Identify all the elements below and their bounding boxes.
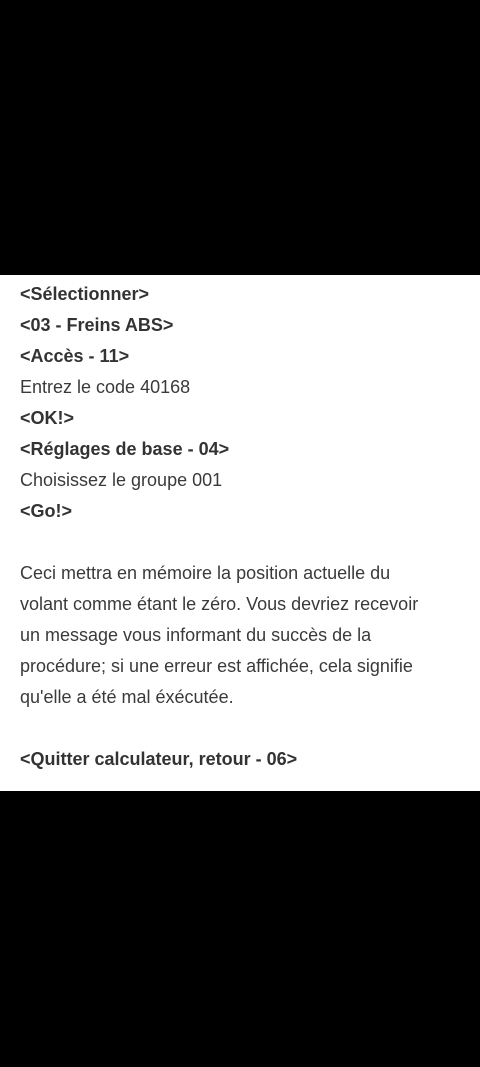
spacer xyxy=(20,713,460,744)
step-basic-settings: <Réglages de base - 04> xyxy=(20,439,230,459)
step-choose-group: Choisissez le groupe 001 xyxy=(20,470,223,490)
bottom-black-area xyxy=(0,791,480,1067)
top-black-area xyxy=(0,0,480,275)
step-ok: <OK!> xyxy=(20,408,75,428)
step-go: <Go!> xyxy=(20,501,73,521)
explanation-paragraph: Ceci mettra en mémoire la position actuelle du volant comme étant le zéro. Vous devriez recevoir un message vous informant du succès de la procédure; si une erreur est affichée, cela signifie qu'elle a été mal éxécutée. xyxy=(20,563,419,707)
step-enter-code: Entrez le code 40168 xyxy=(20,377,191,397)
step-access: <Accès - 11> xyxy=(20,346,130,366)
spacer xyxy=(20,527,460,558)
step-abs-brakes: <03 - Freins ABS> xyxy=(20,315,174,335)
step-select: <Sélectionner> xyxy=(20,284,150,304)
instruction-card xyxy=(0,275,480,791)
step-quit-controller: <Quitter calculateur, retour - 06> xyxy=(20,749,298,769)
